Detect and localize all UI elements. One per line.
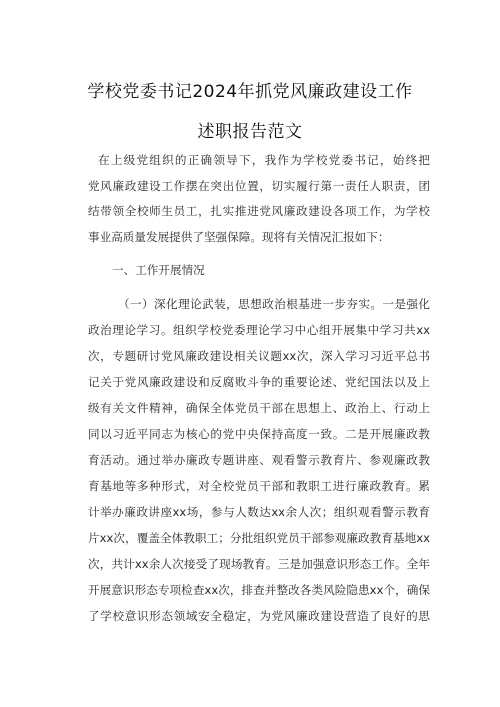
section-heading: 一、工作开展情况 bbox=[112, 263, 205, 277]
body-line: 次，专题研讨党风廉政建设相关议题xx次，深入学习习近平总书 bbox=[88, 349, 430, 363]
document-title-line-2: 述职报告范文 bbox=[197, 122, 303, 142]
body-line: 计举办廉政讲座xx场，参与人数达xx余人次；组织观看警示教育 bbox=[88, 505, 430, 519]
body-line: （一）深化理论武装，思想政治根基进一步夯实。一是强化 bbox=[118, 297, 430, 311]
body-line: 育活动。通过举办廉政专题讲座、观看警示教育片、参观廉政教 bbox=[88, 453, 430, 467]
document-title-line-1: 学校党委书记2024年抓党风廉政建设工作 bbox=[87, 82, 413, 102]
body-line: 政治理论学习。组织学校党委理论学习中心组开展集中学习共xx bbox=[88, 323, 430, 337]
body-line: 次，共计xx余人次接受了现场教育。三是加强意识形态工作。全年 bbox=[88, 557, 430, 571]
body-line: 级有关文件精神，确保全体党员干部在思想上、政治上、行动上 bbox=[88, 401, 430, 415]
body-line: 同以习近平同志为核心的党中央保持高度一致。二是开展廉政教 bbox=[88, 427, 430, 441]
intro-line: 党风廉政建设工作摆在突出位置，切实履行第一责任人职责，团 bbox=[88, 179, 430, 193]
body-line: 了学校意识形态领域安全稳定，为党风廉政建设营造了良好的思 bbox=[88, 609, 430, 623]
intro-line: 结带领全校师生员工，扎实推进党风廉政建设各项工作，为学校 bbox=[88, 204, 430, 218]
intro-line: 在上级党组织的正确领导下，我作为学校党委书记，始终把 bbox=[98, 153, 430, 167]
body-line: 记关于党风廉政建设和反腐败斗争的重要论述、党纪国法以及上 bbox=[88, 375, 430, 389]
body-line: 开展意识形态专项检查xx次，排查并整改各类风险隐患xx个，确保 bbox=[88, 583, 430, 597]
body-line: 育基地等多种形式，对全校党员干部和教职工进行廉政教育。累 bbox=[88, 479, 430, 493]
body-line: 片xx次，覆盖全体教职工；分批组织党员干部参观廉政教育基地xx bbox=[88, 531, 430, 545]
intro-line: 事业高质量发展提供了坚强保障。现将有关情况汇报如下： bbox=[88, 230, 390, 244]
